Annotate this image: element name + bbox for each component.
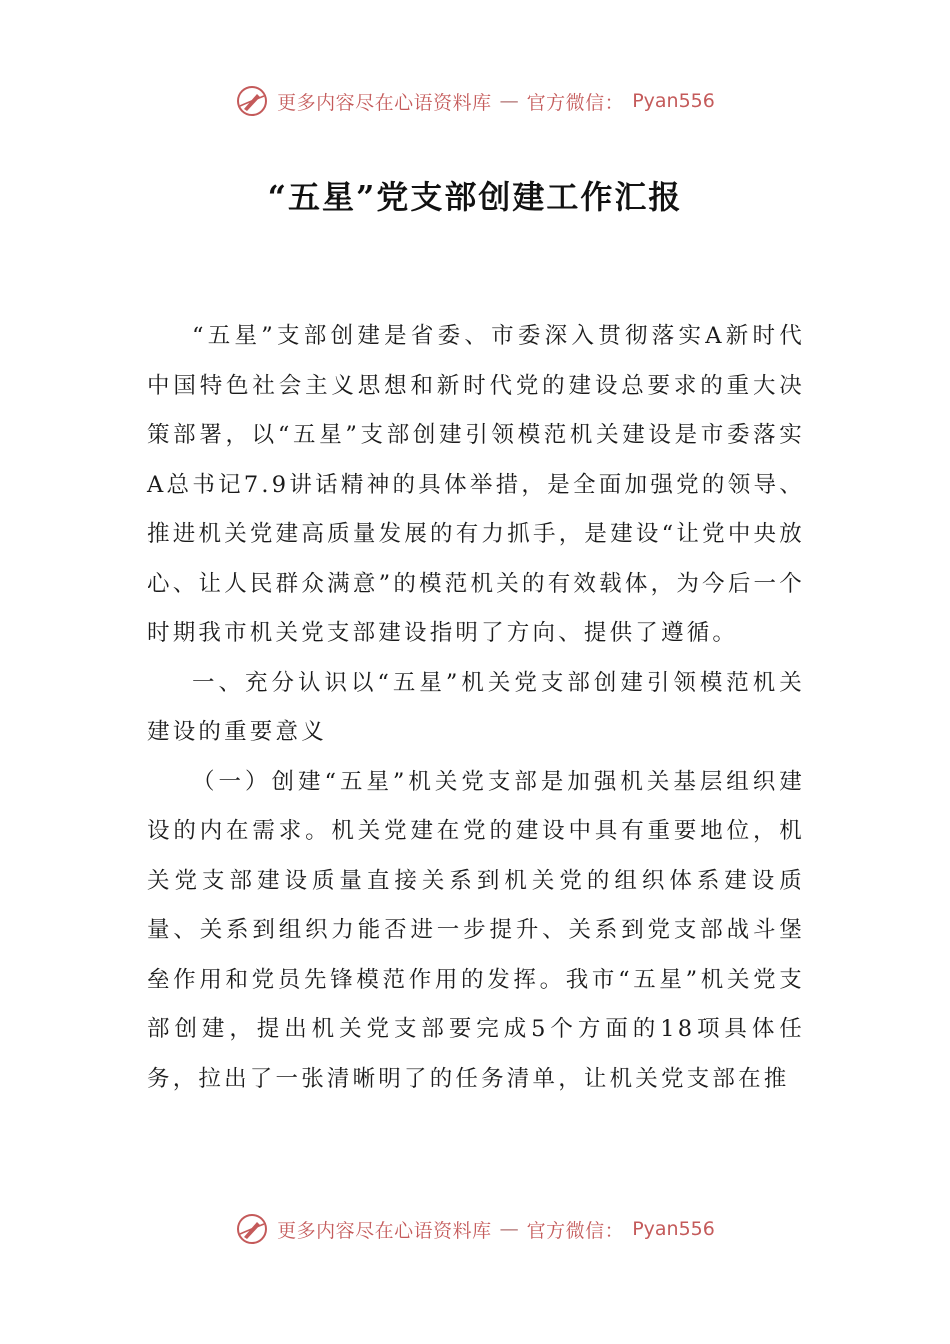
document-body: [147, 312, 805, 1104]
paragraph-section-heading: 一、充分认识以“五星”机关党支部创建引领模范机关建设的重要意义: [147, 669, 805, 745]
document-title: “五星”党支部创建工作汇报: [267, 178, 683, 216]
watermark-text: 更多内容尽在心语资料库: [277, 1219, 492, 1242]
pen-logo-icon: [235, 84, 269, 118]
paragraph-subsection-1: （一）创建“五星”机关党支部是加强机关基层组织建设的内在需求。机关党建在党的建设中具有重要地位，机关党支部建设质量直接关系到机关党的组织体系建设质量、关系到组织力能否进一步提升、关系到党支部战斗堡垒作用和党员先锋模范作用的发挥。我市“五星”机关党支部创建，提出机关党支部要完成5个方面的18项具体任务，拉出了一张清晰明了的任务清单，让机关党支部在推: [147, 768, 805, 1092]
footer-watermark: [0, 1212, 950, 1246]
watermark-separator: —: [499, 90, 519, 112]
watermark-label: 官方微信：: [526, 1219, 625, 1242]
watermark-handle: Pyan556: [632, 90, 715, 112]
watermark-handle: Pyan556: [632, 1218, 715, 1240]
watermark-label: 官方微信：: [526, 91, 625, 114]
watermark-text: 更多内容尽在心语资料库: [277, 91, 492, 114]
paragraph-intro: “五星”支部创建是省委、市委深入贯彻落实A新时代中国特色社会主义思想和新时代党的建设总要求的重大决策部署，以“五星”支部创建引领模范机关建设是市委落实A总书记7.9讲话精神的具体举措，是全面加强党的领导、推进机关党建高质量发展的有力抓手，是建设“让党中央放心、让人民群众满意”的模范机关的有效载体，为今后一个时期我市机关党支部建设指明了方向、提供了遵循。: [147, 323, 805, 646]
pen-logo-icon: [235, 1212, 269, 1246]
header-watermark: [0, 84, 950, 118]
watermark-separator: —: [499, 1218, 519, 1240]
